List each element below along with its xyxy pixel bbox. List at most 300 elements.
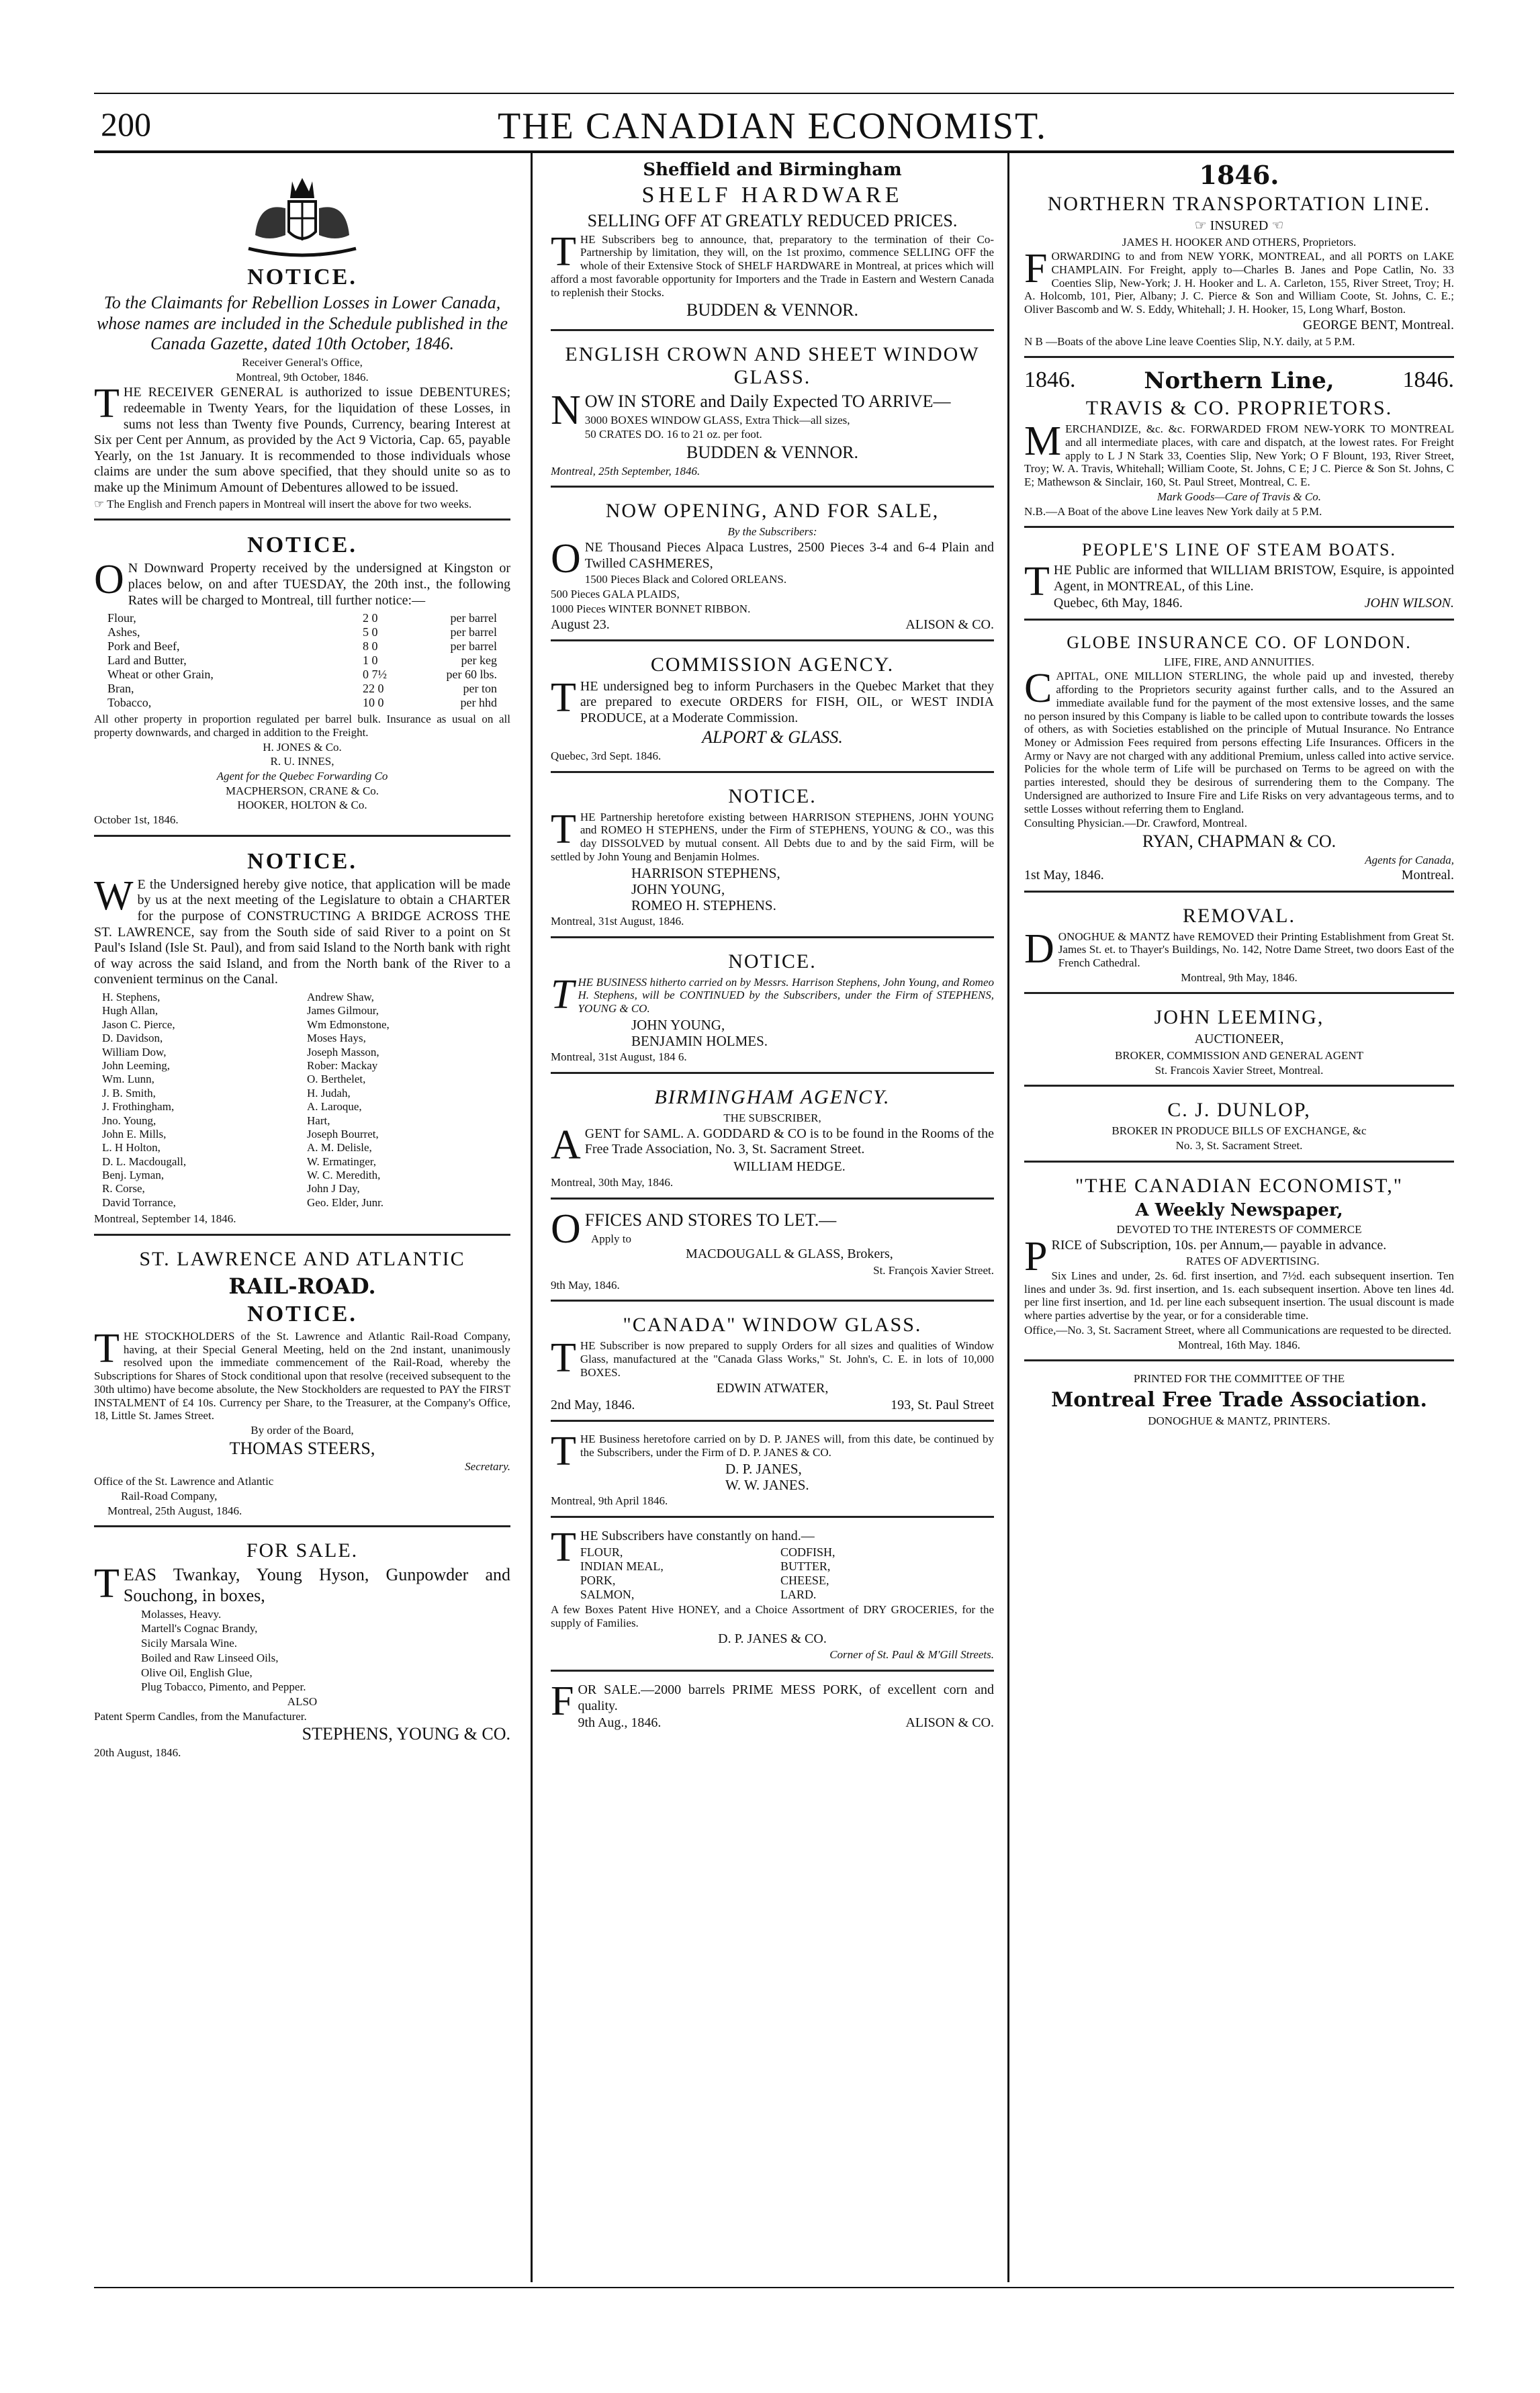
- printers-line: DONOGHUE & MANTZ, PRINTERS.: [1148, 1414, 1330, 1427]
- by-line: By the Subscribers:: [727, 525, 817, 539]
- date-sign-row: [578, 1715, 994, 1731]
- rate-item: Tobacco,: [107, 696, 152, 710]
- signature-role: Secretary.: [465, 1460, 510, 1474]
- drop-cap: O: [551, 536, 581, 582]
- signatory: W. Ermatinger,: [307, 1155, 377, 1168]
- notice-intro: To the Claimants for Rebellion Losses in Lower Canada, whose names are included in the Schedule published in the Canada Gazette, dated 10th October, 1846.: [96, 293, 508, 354]
- stock-line: 50 CRATES DO. 16 to 21 oz. per foot.: [584, 428, 762, 441]
- sale-item: Plug Tobacco, Pimento, and Pepper.: [141, 1680, 306, 1694]
- window-glass: [551, 336, 994, 488]
- now-opening: [551, 493, 994, 641]
- care-line: Mark Goods—Care of Travis & Co.: [1157, 490, 1321, 503]
- rate-unit: per barrel: [450, 611, 497, 625]
- date-sign-row: [1054, 596, 1454, 611]
- pork-for-sale: [551, 1677, 994, 1737]
- body-text: EAS Twankay, Young Hyson, Gunpowder and Souchong, in boxes,: [123, 1565, 510, 1605]
- shelf-hardware: [551, 153, 994, 331]
- rate-value: 1 0: [363, 653, 378, 668]
- signatory: D. L. Macdougall,: [102, 1155, 187, 1168]
- notice-date: Montreal, 31st August, 1846.: [551, 914, 684, 928]
- rate-unit: per hhd: [460, 696, 497, 710]
- notice-note: ☞ The English and French papers in Montreal will insert the above for two weeks.: [94, 497, 472, 510]
- signatory: A. M. Delisle,: [307, 1141, 372, 1155]
- printed-line: PRINTED FOR THE COMMITTEE OF THE: [1133, 1372, 1345, 1386]
- body-text: HE undersigned beg to inform Purchasers in the Quebec Market that they are prepared to execute ORDERS for FISH, OIL, or WEST INDIA PRODUCE, at a Moderate Commission.: [580, 678, 994, 725]
- signature: JOHN WILSON.: [1364, 596, 1454, 611]
- drop-cap: P: [1024, 1233, 1048, 1279]
- notice-date: Quebec, 3rd Sept. 1846.: [551, 749, 662, 762]
- line-name-blackletter: Northern Line,: [1144, 367, 1334, 395]
- notice-rebellion-losses: [94, 153, 510, 521]
- notice-body: [551, 971, 994, 1018]
- signatory: D. Davidson,: [102, 1032, 163, 1045]
- address-line: St. François Xavier Street.: [873, 1264, 994, 1277]
- notice-date: 2nd May, 1846.: [551, 1398, 635, 1413]
- signature: BUDDEN & VENNOR.: [686, 443, 858, 463]
- stock-list-left: [580, 1545, 774, 1602]
- body-text: E the Undersigned hereby give notice, that application will be made by us at the next meeting of the Legislature to obtain a CHARTER for the purpose of CONSTRUCTING A BRIDGE ACROSS THE ST. LAWRENCE, say from the South side of said River to a point on St Paul's Island (Isle St. Paul), and from said Island to the North bank with right of way across the said Island, and from the North bank of the River to a convenient terminus on the Canal.: [94, 876, 510, 987]
- notice-heading: NOTICE.: [247, 848, 357, 874]
- apply-line: Apply to: [591, 1232, 631, 1245]
- stock-line: 1000 Pieces WINTER BONNET RIBBON.: [551, 602, 751, 615]
- signature: JOHN YOUNG,: [631, 1016, 725, 1033]
- rate-row: [107, 611, 497, 625]
- cj-dunlop: [1024, 1092, 1454, 1162]
- section-title: ST. LAWRENCE AND ATLANTIC: [139, 1247, 465, 1270]
- column-rule-1: [531, 153, 533, 2282]
- birmingham-agency: [551, 1079, 994, 1200]
- notice-body: [1024, 925, 1454, 972]
- notice-body: [551, 1429, 994, 1475]
- business-line: BROKER IN PRODUCE BILLS OF EXCHANGE, &c: [1112, 1124, 1367, 1138]
- rate-unit: per barrel: [450, 639, 497, 653]
- insured-label: ☞ INSURED ☜: [1194, 218, 1284, 233]
- stock-line: 1500 Pieces Black and Colored ORLEANS.: [584, 573, 787, 586]
- office-line: Office,—No. 3, St. Sacrament Street, where all Communications are requested to be directed.: [1024, 1323, 1452, 1337]
- canada-window-glass: [551, 1307, 994, 1422]
- section-subtitle: SELLING OFF AT GREATLY REDUCED PRICES.: [587, 211, 958, 230]
- drop-cap: N: [551, 387, 581, 433]
- signatory: David Torrance,: [102, 1195, 176, 1209]
- body-text: HE STOCKHOLDERS of the St. Lawrence and Atlantic Rail-Road Company, having, at their Special General Meeting, held on the 2nd instant, unanimously resolved upon the immediate commencement of the Rail-Road, whereby the Subscriptions for Shares of Stock conditional upon that resolve (received subsequent to the 30th ultimo) have become absolute, the New Stockholders are requested to PAY the FIRST INSTALMENT of £4 10s. Currency per Share, to the Treasurer, at the Company's Office, 18, Little St. James Street.: [94, 1329, 510, 1423]
- drop-cap: W: [94, 872, 134, 919]
- printer-footer: [1024, 1367, 1454, 1435]
- dateline: Receiver General's Office,: [242, 356, 363, 369]
- footer-rule: [94, 2287, 1454, 2288]
- stock-item: SALMON,: [580, 1588, 635, 1602]
- subscriber-label: THE SUBSCRIBER,: [723, 1111, 821, 1124]
- sale-item: Martell's Cognac Brandy,: [141, 1622, 258, 1635]
- signature: ROMEO H. STEPHENS.: [631, 897, 776, 913]
- stock-list-right: [780, 1545, 974, 1602]
- also-label: ALSO: [287, 1695, 318, 1708]
- drop-cap: T: [94, 1325, 120, 1371]
- agent-name: R. U. INNES,: [270, 755, 334, 768]
- signature: RYAN, CHAPMAN & CO.: [1142, 831, 1337, 851]
- signatory: Wm. Lunn,: [102, 1073, 154, 1086]
- drop-cap: T: [551, 1335, 576, 1382]
- body-text: HE Partnership heretofore existing between HARRISON STEPHENS, JOHN YOUNG and ROMEO H STEPHENS, under the Firm of STEPHENS, YOUNG & CO., was this day DISSOLVED by mutual consent. All Debts due to and by the said Firm, will be settled by John Young and Benjamin Holmes.: [551, 810, 994, 863]
- stock-item: CHEESE,: [780, 1574, 829, 1588]
- notice-date: Montreal, 31st August, 184 6.: [551, 1050, 687, 1064]
- signature: WILLIAM HEDGE.: [733, 1159, 846, 1174]
- notice-date: Montreal, 16th May. 1846.: [1177, 1338, 1301, 1351]
- agent-role: Agent for the Quebec Forwarding Co: [216, 769, 388, 782]
- body-text: OW IN STORE and Daily Expected TO ARRIVE—: [584, 391, 951, 411]
- signature: STEPHENS, YOUNG & CO.: [302, 1724, 510, 1744]
- agent-name: MACPHERSON, CRANE & Co.: [225, 784, 379, 797]
- signatory: Hugh Allan,: [102, 1004, 158, 1018]
- notice-partnership: [551, 778, 994, 938]
- notice-date: Quebec, 6th May, 1846.: [1053, 596, 1183, 611]
- notice-date: Montreal, 9th May, 1846.: [1181, 970, 1298, 984]
- section-title: JOHN LEEMING,: [1154, 1006, 1324, 1029]
- section-title: BIRMINGHAM AGENCY.: [654, 1085, 891, 1108]
- signatory: James Gilmour,: [307, 1004, 379, 1018]
- notice-body: All other property in proportion regulated per barrel bulk. Insurance as usual on all property downwards, and charged in addition to the Freight.: [94, 713, 510, 739]
- john-leeming: [1024, 999, 1454, 1087]
- rate-unit: per 60 lbs.: [446, 668, 497, 682]
- body-text: HE Subscriber is now prepared to supply Orders for all sizes and qualities of Window Glass, manufactured at the "Canada Glass Works," St. John's, C. E. in lots of 10,000 BOXES.: [580, 1339, 994, 1379]
- signature: D. P. JANES,: [725, 1460, 802, 1477]
- signatories-right: [307, 991, 502, 1210]
- drop-cap: T: [551, 971, 574, 1018]
- signatory: Moses Hays,: [307, 1032, 366, 1045]
- body-text: HE Business heretofore carried on by D. P. JANES will, from this date, be continued by the Subscribers, under the Firm of D. P. JANES & CO.: [580, 1433, 994, 1459]
- notice-body: [94, 1561, 510, 1607]
- notice-date: August 23.: [551, 617, 610, 632]
- notice-heading: NOTICE.: [247, 265, 357, 289]
- sale-item: Sicily Marsala Wine.: [141, 1637, 237, 1650]
- stock-item: BUTTER,: [780, 1560, 831, 1574]
- royal-crest-icon: [94, 161, 510, 262]
- body-text: HE BUSINESS hitherto carried on by Messrs. Harrison Stephens, John Young, and Romeo H. Stephens, will be CONTINUED by the Subscribers, under the Firm of STEPHENS, YOUNG & CO.: [578, 975, 994, 1015]
- stock-item: LARD.: [780, 1588, 817, 1602]
- notice-date: Montreal, 30th May, 1846.: [551, 1176, 674, 1189]
- rate-value: 0 7½: [363, 668, 387, 682]
- office-line: Montreal, 25th August, 1846.: [107, 1504, 242, 1517]
- notice-body: [94, 872, 510, 988]
- signatory: Jason C. Pierce,: [102, 1018, 175, 1031]
- signatory: Geo. Elder, Junr.: [307, 1195, 384, 1209]
- notice-date: Montreal, September 14, 1846.: [94, 1212, 236, 1226]
- signatory: Andrew Shaw,: [307, 991, 374, 1004]
- drop-cap: M: [1024, 418, 1062, 465]
- business-line: BROKER, COMMISSION AND GENERAL AGENT: [1114, 1049, 1364, 1063]
- drop-cap: O: [551, 1206, 581, 1253]
- signature: ALISON & CO.: [905, 1715, 994, 1731]
- janes-stock: [551, 1523, 994, 1672]
- body-text: HE Subscribers have constantly on hand.—: [580, 1528, 815, 1543]
- signature: ALISON & CO.: [905, 617, 994, 632]
- notice-bridge-charter: [94, 842, 510, 1236]
- column-1: [94, 153, 510, 2289]
- page-header: [101, 101, 1444, 148]
- notice-body: [551, 674, 994, 727]
- stock-line: 3000 BOXES WINDOW GLASS, Extra Thick—all sizes,: [584, 413, 850, 426]
- rate-value: 10 0: [363, 696, 384, 710]
- rate-value: 22 0: [363, 682, 384, 696]
- notice-business: [551, 944, 994, 1074]
- page-number: 200: [101, 105, 151, 143]
- signature: GEORGE BENT, Montreal.: [1302, 317, 1454, 332]
- office-line: Office of the St. Lawrence and Atlantic: [94, 1475, 274, 1488]
- drop-cap: A: [551, 1122, 581, 1168]
- office-line: Rail-Road Company,: [121, 1489, 218, 1502]
- section-title: PEOPLE'S LINE OF STEAM BOATS.: [1082, 540, 1396, 560]
- rate-item: Wheat or other Grain,: [107, 668, 214, 682]
- notice-date: 1st May, 1846.: [1024, 868, 1104, 883]
- notice-body: [94, 381, 510, 496]
- newspaper-subtitle: A Weekly Newspaper,: [1135, 1200, 1343, 1220]
- rate-item: Bran,: [107, 682, 134, 696]
- signatory: A. Laroque,: [307, 1100, 362, 1114]
- drop-cap: T: [1024, 559, 1050, 605]
- address-line: Corner of St. Paul & M'Gill Streets.: [829, 1648, 994, 1662]
- drop-cap: T: [551, 228, 576, 275]
- notice-date: Montreal, 9th April 1846.: [551, 1494, 668, 1508]
- body-text: ONOGHUE & MANTZ have REMOVED their Printing Establishment from Great St. James St. et. to Thayer's Buildings, No. 142, Notre Dame Street, two doors East of the French Cathedral.: [1058, 930, 1454, 969]
- rate-item: Ashes,: [107, 625, 140, 639]
- role-line: AUCTIONEER,: [1194, 1032, 1284, 1047]
- drop-cap: C: [1024, 666, 1052, 712]
- body-text: NE Thousand Pieces Alpaca Lustres, 2500 Pieces 3-4 and 6-4 Plain and Twilled CASHMERES,: [584, 540, 994, 571]
- proprietors-line: JAMES H. HOOKER AND OTHERS, Proprietors.: [1122, 235, 1357, 249]
- signatory: R. Corse,: [102, 1182, 145, 1195]
- sale-item: Olive Oil, English Glue,: [141, 1666, 253, 1679]
- notice-body: [94, 1325, 510, 1423]
- body-text: GENT for SAML. A. GODDARD & CO is to be found in the Rooms of the Free Trade Association, No. 3, St. Sacrament Street.: [584, 1126, 994, 1157]
- notice-downward-property: [94, 526, 510, 837]
- header-rule-top: [94, 93, 1454, 94]
- signatory: John Leeming,: [102, 1058, 171, 1072]
- drop-cap: T: [94, 1561, 120, 1607]
- section-title: "CANADA" WINDOW GLASS.: [623, 1314, 922, 1337]
- body-text: N Downward Property received by the undersigned at Kingston or places below, on and after TUESDAY, the 20th inst., the following Rates will be charged to Montreal, till further notice:—: [128, 561, 510, 608]
- body-text: ERCHANDIZE, &c. &c. FORWARDED FROM NEW-YORK TO MONTREAL and all intermediate places, with care and dispatch, at the lowest rates. For Freight apply to L J N Stark 33, Coenties Slip, New York; O F Blount, 193, River Street, Troy; W. A. Travis, Whitehall; William Coote, St. Johns, C E; J C. Pierce & Son St. Johns, C E; Mathewson & Sinclair, 160, St. Paul Street, Montreal, C. E.: [1024, 422, 1454, 489]
- signatory: Rober: Mackay: [307, 1058, 378, 1072]
- notice-note: N.B.—A Boat of the above Line leaves New York daily at 5 P.M.: [1024, 504, 1322, 518]
- notice-date: 20th August, 1846.: [94, 1746, 181, 1760]
- section-title: NORTHERN TRANSPORTATION LINE.: [1047, 193, 1431, 215]
- northern-transportation: [1024, 153, 1454, 358]
- section-title: ENGLISH CROWN AND SHEET WINDOW GLASS.: [565, 343, 980, 388]
- signatory: L. H Holton,: [102, 1141, 161, 1155]
- stock-list: [580, 1545, 974, 1602]
- steam-boats: [1024, 533, 1454, 620]
- body-text: HE Public are informed that WILLIAM BRISTOW, Esquire, is appointed Agent, in MONTREAL, of this Line.: [1053, 563, 1454, 594]
- notice-date: October 1st, 1846.: [94, 813, 179, 827]
- dateline: Montreal, 9th October, 1846.: [236, 370, 369, 383]
- section-title: NOTICE.: [728, 950, 817, 973]
- section-title: REMOVAL.: [1183, 904, 1296, 927]
- signatory: Joseph Bourret,: [307, 1127, 379, 1140]
- section-title: SHELF HARDWARE: [641, 183, 903, 208]
- rate-item: Flour,: [107, 611, 136, 625]
- drop-cap: D: [1024, 925, 1054, 972]
- date-place-row: [1024, 868, 1454, 883]
- stock-item: FLOUR,: [580, 1545, 623, 1560]
- rate-row: [107, 696, 497, 710]
- rate-row: [107, 668, 497, 682]
- rate-unit: per barrel: [450, 625, 497, 639]
- signatory: Joseph Masson,: [307, 1045, 379, 1058]
- consulting-line: Consulting Physician.—Dr. Crawford, Montreal.: [1024, 817, 1247, 830]
- stock-item: CODFISH,: [780, 1545, 835, 1560]
- rates-text: Six Lines and under, 2s. 6d. first insertion, and 7½d. each subsequent insertion. Ten lines and under 3s. 9d. first insertion, and 1s. each subsequent insertion. Above ten lines 4d. per line first insertion, and 1d. per line each subsequent insertion. The usual discount is made where parties advertise by the year, or for a considerable time.: [1024, 1269, 1454, 1322]
- rate-row: [107, 653, 497, 668]
- place: Montreal.: [1401, 868, 1454, 883]
- notice-body: A few Boxes Patent Hive HONEY, and a Choice Assortment of DRY GROCERIES, for the supply of Families.: [551, 1603, 994, 1630]
- section-title: NOW OPENING, AND FOR SALE,: [605, 500, 940, 523]
- devoted-line: DEVOTED TO THE INTERESTS OF COMMERCE: [1116, 1222, 1362, 1236]
- rate-value: 5 0: [363, 625, 378, 639]
- signatory: Jno. Young,: [102, 1114, 156, 1127]
- northern-line: [1024, 363, 1454, 528]
- rate-row: [107, 639, 497, 653]
- section-title: TRAVIS & CO. PROPRIETORS.: [1085, 397, 1393, 420]
- rates-heading: RATES OF ADVERTISING.: [1185, 1255, 1320, 1268]
- body-text: FFICES AND STORES TO LET.—: [584, 1210, 837, 1230]
- agent-name: H. JONES & Co.: [263, 740, 342, 754]
- drop-cap: T: [551, 1429, 576, 1475]
- signatories: [102, 991, 502, 1210]
- section-subtitle: LIFE, FIRE, AND ANNUITIES.: [1164, 655, 1314, 668]
- rate-item: Lard and Butter,: [107, 653, 187, 668]
- signatory: Wm Edmonstone,: [307, 1018, 390, 1031]
- drop-cap: O: [94, 557, 124, 603]
- date-address-row: [551, 1398, 994, 1413]
- notice-note: N B —Boats of the above Line leave Coenties Slip, N.Y. daily, at 5 P.M.: [1024, 334, 1355, 348]
- offices-to-let: [551, 1205, 994, 1302]
- drop-cap: F: [1024, 246, 1048, 292]
- railroad-notice: [94, 1241, 510, 1527]
- signatures: [551, 1017, 994, 1049]
- globe-insurance: [1024, 626, 1454, 893]
- signature: MACDOUGALL & GLASS, Brokers,: [686, 1247, 893, 1262]
- body-text: APITAL, ONE MILLION STERLING, the whole paid up and invested, thereby affording to the Proprietors security against further calls, and to the Assured an immediate available fund for the payment of the most extensive losses, and the same no person insured by this Company is liable to be called upon to contribute towards the losses of others, as with Societies established on the principle of Mutual Insurance. No Entrance Money or Admission Fees required from persons effecting Life Insurances. Officers in the Army or Navy are not charged with any additional Premium, unless called into active service. Policies for the whole term of Life will be purchased on Terms to be agreed on with the parties interested, should they be desirous of surrendering them to the Company. The Undersigned are authorized to Insure Fire and Life Risks on very advantageous terms, and to settle Losses without referring them to England.: [1024, 670, 1454, 815]
- association-name: Montreal Free Trade Association.: [1051, 1388, 1427, 1412]
- drop-cap: T: [94, 381, 120, 427]
- section-title-blackletter: RAIL-ROAD.: [228, 1273, 376, 1299]
- signatory: Benj. Lyman,: [102, 1169, 165, 1182]
- signature: BENJAMIN HOLMES.: [631, 1032, 768, 1049]
- rate-row: [107, 625, 497, 639]
- janes-business: [551, 1427, 994, 1517]
- notice-body: [1024, 246, 1454, 316]
- agent-name: HOOKER, HOLTON & Co.: [237, 799, 367, 812]
- signatories-left: [102, 991, 298, 1210]
- notice-body: [1024, 418, 1454, 489]
- signatory: John J Day,: [307, 1182, 360, 1195]
- notice-body: [94, 557, 510, 608]
- notice-date: 9th May, 1846.: [551, 1278, 620, 1292]
- signatory: John E. Mills,: [102, 1127, 167, 1140]
- signatory: H. Judah,: [307, 1086, 351, 1099]
- stock-item: PORK,: [580, 1574, 616, 1588]
- signatory: J. Frothingham,: [102, 1100, 175, 1114]
- body-text: ORWARDING to and from NEW YORK, MONTREAL, and all PORTS on LAKE CHAMPLAIN. For Freight, apply to—Charles B. Janes and Pope Catlin, No. 33 Coenties Slip, New-York; J. H. Hooker and L. A. Carleton, 155, River Street, Troy; H. A. Holcomb, 101, Pier, Albany; J. C. Pierce & Son and William Coote, St. Johns, C. E.; Oliver Bascomb and W. S. Eddy, Whitehall; J. H. Hooker, 15, Long Wharf, Boston.: [1024, 250, 1454, 316]
- notice-date: Montreal, 25th September, 1846.: [551, 464, 700, 478]
- sale-item: Boiled and Raw Linseed Oils,: [141, 1651, 279, 1664]
- signature: D. P. JANES & CO.: [718, 1631, 827, 1646]
- body-text: HE Subscribers beg to announce, that, preparatory to the termination of their Co-Partnership by limitation, they will, on the 1st proximo, commence SELLING OFF the whole of their Extensive Stock of SHELF HARDWARE in Montreal, at prices which will afford a most favorable opportunity for Importers and the Trade in Eastern and Western Canada to replenish their Stocks.: [551, 232, 994, 299]
- notice-body: [551, 806, 994, 864]
- signatory: O. Berthelet,: [307, 1073, 366, 1086]
- signature: THOMAS STEERS,: [229, 1438, 375, 1458]
- notice-heading: NOTICE.: [247, 533, 357, 558]
- rate-value: 8 0: [363, 639, 378, 653]
- year-left: 1846.: [1024, 367, 1076, 393]
- rate-item: Pork and Beef,: [107, 639, 180, 653]
- address-line: St. Francois Xavier Street, Montreal.: [1154, 1063, 1324, 1077]
- signature: W. W. JANES.: [725, 1477, 809, 1493]
- blackletter-title: Sheffield and Birmingham: [643, 160, 902, 180]
- sale-item: Patent Sperm Candles, from the Manufacturer.: [94, 1709, 307, 1723]
- body-text: HE RECEIVER GENERAL is authorized to issue DEBENTURES; redeemable in Twenty Years, for the liquidation of these Losses, in sums not less than Twenty five Pounds, Currency, bearing Interest at Six per Cent per Annum, as provided by the Act 9 Victoria, Cap. 65, payable Yearly, on the 1st January. It is recommended to those individuals whose claims are under the sum above specified, that they should unite so as to make up the Minimum Amount of Debentures allowed to be issued.: [94, 385, 510, 496]
- rate-unit: per keg: [461, 653, 497, 668]
- drop-cap: T: [551, 1524, 576, 1570]
- date-sign-row: [551, 617, 994, 633]
- column-3: [1024, 153, 1454, 2289]
- body-text: RICE of Subscription, 10s. per Annum,— payable in advance.: [1051, 1237, 1387, 1253]
- notice-body: [551, 228, 994, 300]
- signature: HARRISON STEPHENS,: [631, 864, 780, 881]
- rate-unit: per ton: [463, 682, 497, 696]
- masthead-title: THE CANADIAN ECONOMIST.: [497, 105, 1048, 147]
- address-line: 193, St. Paul Street: [891, 1398, 994, 1413]
- stock-line: 500 Pieces GALA PLAIDS,: [551, 588, 680, 601]
- notice-body: [1024, 666, 1454, 815]
- signature: ALPORT & GLASS.: [702, 727, 843, 748]
- year-right: 1846.: [1402, 367, 1454, 393]
- sale-item: Molasses, Heavy.: [141, 1607, 222, 1621]
- economist-subscription: [1024, 1168, 1454, 1361]
- signatures: [551, 865, 994, 913]
- section-title: "THE CANADIAN ECONOMIST,": [1075, 1174, 1404, 1197]
- rate-value: 2 0: [363, 611, 378, 625]
- column-rule-2: [1007, 153, 1009, 2282]
- year-blackletter: 1846.: [1199, 160, 1279, 190]
- for-sale-teas: [94, 1533, 510, 1767]
- agents-line: Agents for Canada,: [1365, 853, 1454, 866]
- rate-row: [107, 682, 497, 696]
- signatory: William Dow,: [102, 1045, 167, 1058]
- signatory: W. C. Meredith,: [307, 1169, 381, 1182]
- section-title: GLOBE INSURANCE CO. OF LONDON.: [1067, 632, 1412, 652]
- section-title: NOTICE.: [728, 784, 817, 807]
- rates-table: [107, 611, 497, 710]
- section-title: COMMISSION AGENCY.: [650, 653, 895, 676]
- drop-cap: T: [551, 674, 576, 721]
- order-line: By order of the Board,: [251, 1424, 354, 1437]
- signature: BUDDEN & VENNOR.: [686, 300, 858, 320]
- column-2: [551, 153, 994, 2289]
- body-text: OR SALE.—2000 barrels PRIME MESS PORK, of excellent corn and quality.: [578, 1682, 994, 1713]
- signature: JOHN YOUNG,: [631, 881, 725, 897]
- signatory: Hart,: [307, 1114, 330, 1127]
- stock-item: INDIAN MEAL,: [580, 1560, 664, 1574]
- signatory: H. Stephens,: [102, 991, 161, 1004]
- drop-cap: T: [551, 806, 576, 852]
- signatory: J. B. Smith,: [102, 1086, 156, 1099]
- signature: EDWIN ATWATER,: [716, 1380, 829, 1396]
- section-title: C. J. DUNLOP,: [1167, 1099, 1311, 1122]
- notice-body: [551, 1335, 994, 1382]
- notice-date: 9th Aug., 1846.: [578, 1715, 662, 1731]
- address-line: No. 3, St. Sacrament Street.: [1175, 1139, 1303, 1153]
- signatures: [551, 1461, 994, 1493]
